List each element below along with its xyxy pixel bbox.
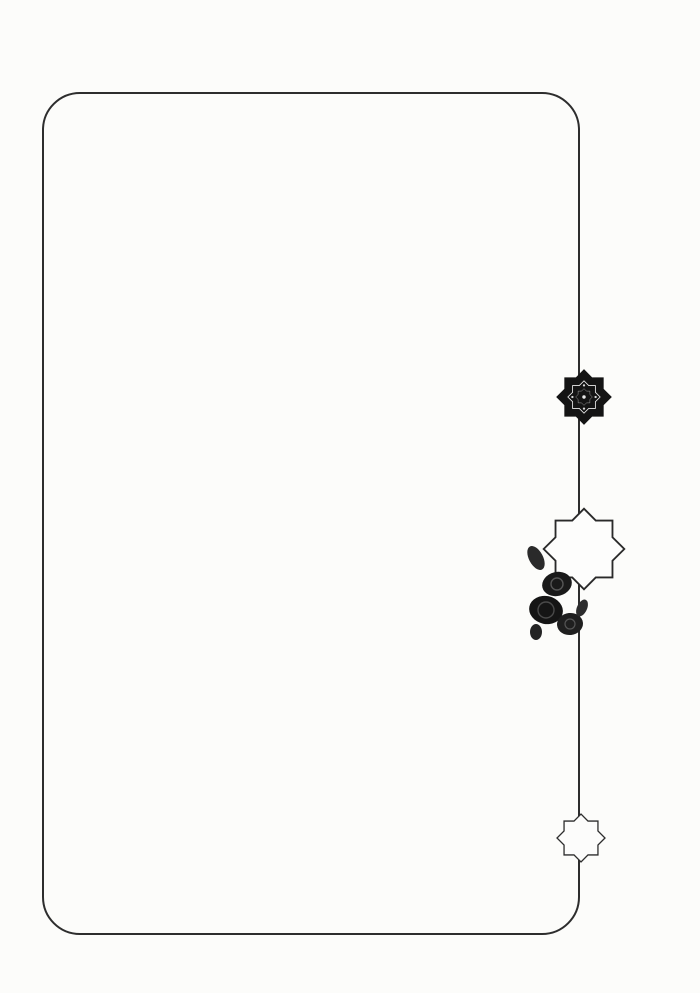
page-number [556, 813, 606, 863]
roses-icon [524, 538, 594, 642]
page-number-badge [556, 813, 606, 863]
eight-point-star-icon [555, 368, 613, 426]
book-emblem [542, 507, 626, 591]
section-header [60, 100, 544, 134]
decorative-star-ornament [555, 368, 613, 426]
table-of-contents [42, 92, 580, 935]
